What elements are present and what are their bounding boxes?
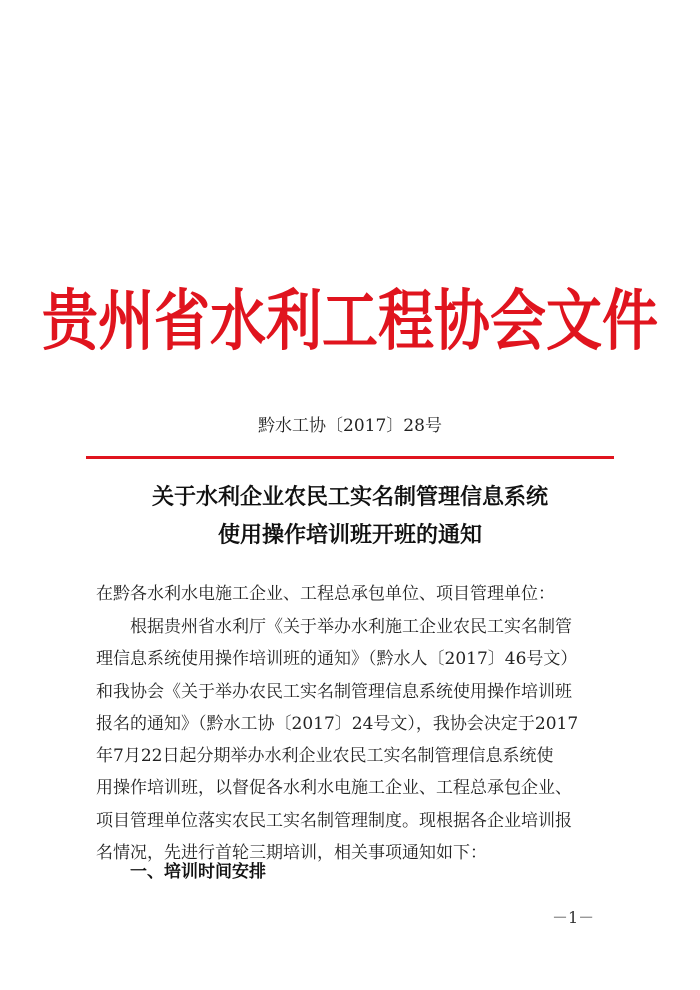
page-number: －1－	[552, 908, 595, 927]
body-line: 根据贵州省水利厅《关于举办水利施工企业农民工实名制管	[130, 617, 572, 637]
body-paragraph	[96, 611, 608, 869]
document-number: 黔水工协〔2017〕28号	[258, 416, 442, 436]
salutation: 在黔各水利水电施工企业、工程总承包单位、项目管理单位：	[96, 584, 555, 604]
document-title-line-2: 使用操作培训班开班的通知	[217, 522, 482, 548]
red-divider-line	[86, 456, 614, 459]
body-line: 项目管理单位落实农民工实名制管理制度。现根据各企业培训报	[96, 810, 572, 831]
issuing-org-title: 贵州省水利工程协会文件	[42, 282, 658, 360]
body-line: 和我协会《关于举办农民工实名制管理信息系统使用操作培训班	[96, 681, 572, 702]
body-line: 用操作培训班，以督促各水利水电施工企业、工程总承包企业、	[96, 778, 572, 799]
body-line: 理信息系统使用操作培训班的通知》（黔水人〔2017〕46号文）	[96, 649, 578, 670]
document-title	[0, 478, 700, 554]
section-heading: 一、培训时间安排	[130, 862, 266, 882]
body-line: 名情况，先进行首轮三期培训，相关事项通知如下：	[96, 843, 487, 864]
document-title-line-1: 关于水利企业农民工实名制管理信息系统	[151, 484, 548, 510]
body-line: 报名的通知》（黔水工协〔2017〕24号文），我协会决定于2017	[96, 713, 579, 734]
body-line: 年7月22日起分期举办水利企业农民工实名制管理信息系统使	[96, 746, 554, 767]
